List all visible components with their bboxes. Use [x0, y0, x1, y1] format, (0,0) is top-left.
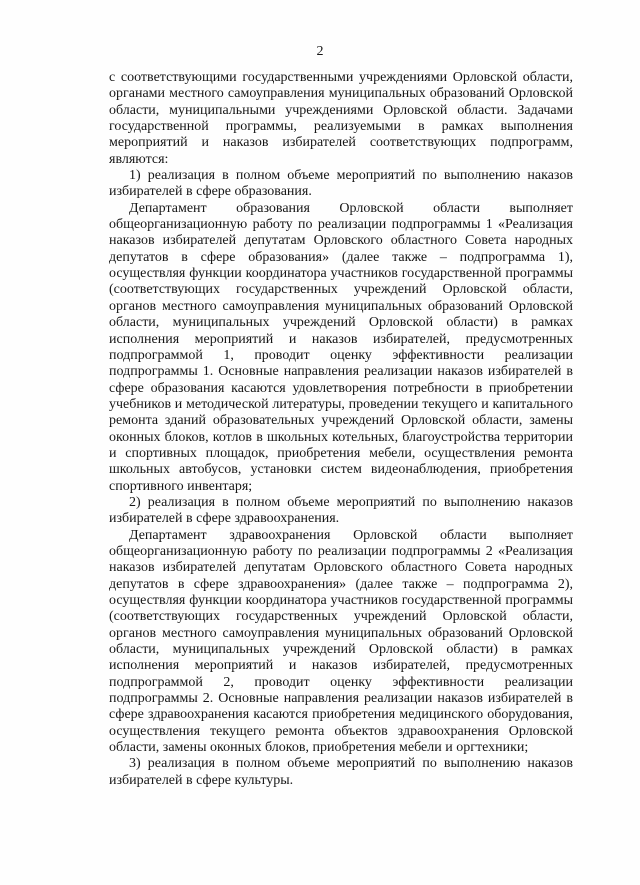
paragraph-health-department: Департамент здравоохранения Орловской области выполняет общеорганизационную работу по реализации подпрограммы 2 «Реализация наказов избирателей депутатам Орловского областного Совета народных депутатов в сфере здравоохранения» (далее также – подпрограмма 2), осуществляя функции координатора участников государственной программы (соответствующих государственных учреждений Орловской области, органов местного самоуправления муниципальных образований Орловской области, муниципальных учреждений Орловской области) в рамках исполнения мероприятий и наказов избирателей, предусмотренных подпрограммой 2, проводит оценку эффективности реализации подпрограммы 2. Основные направления реализации наказов избирателей в сфере здравоохранения касаются приобретения медицинского оборудования, осуществления текущего ремонта объектов здравоохранения Орловской области, замены оконных блоков, приобретения мебели и оргтехники;: [109, 527, 573, 756]
paragraph-task-2: 2) реализация в полном объеме мероприятий по выполнению наказов избирателей в сфере здравоохранения.: [109, 494, 573, 527]
paragraph-task-3: 3) реализация в полном объеме мероприятий по выполнению наказов избирателей в сфере культуры.: [109, 756, 573, 788]
paragraph-intro-continuation: с соответствующими государственными учреждениями Орловской области, органами местного самоуправления муниципальных образований Орловской области, муниципальными учреждениями Орловской области. Задачами государственной программы, реализуемыми в рамках выполнения мероприятий и наказов избирателей соответствующих подпрограмм, являются:: [109, 70, 573, 167]
paragraph-education-department: Департамент образования Орловской области выполняет общеорганизационную работу по реализации подпрограммы 1 «Реализация наказов избирателей депутатам Орловского областного Совета народных депутатов в сфере образования» (далее также – подпрограмма 1), осуществляя функции координатора участников государственной программы (соответствующих государственных учреждений Орловской области, органов местного самоуправления муниципальных образований Орловской области, муниципальных учреждений Орловской области) в рамках исполнения мероприятий и наказов избирателей, предусмотренных подпрограммой 1, проводит оценку эффективности реализации подпрограммы 1. Основные направления реализации наказов избирателей в сфере образования касаются удовлетворения потребности в приобретении учебников и методической литературы, проведении текущего и капитального ремонта зданий образовательных учреждений Орловской области, замены оконных блоков, котлов в школьных котельных, благоустройства территории и спортивных площадок, приобретения мебели, осуществления ремонта школьных автобусов, установки систем видеонаблюдения, приобретения спортивного инвентаря;: [109, 200, 573, 494]
document-body: [109, 70, 573, 789]
paragraph-task-1: 1) реализация в полном объеме мероприятий по выполнению наказов избирателей в сфере образования.: [109, 168, 573, 200]
page-number: 2: [316, 44, 324, 59]
